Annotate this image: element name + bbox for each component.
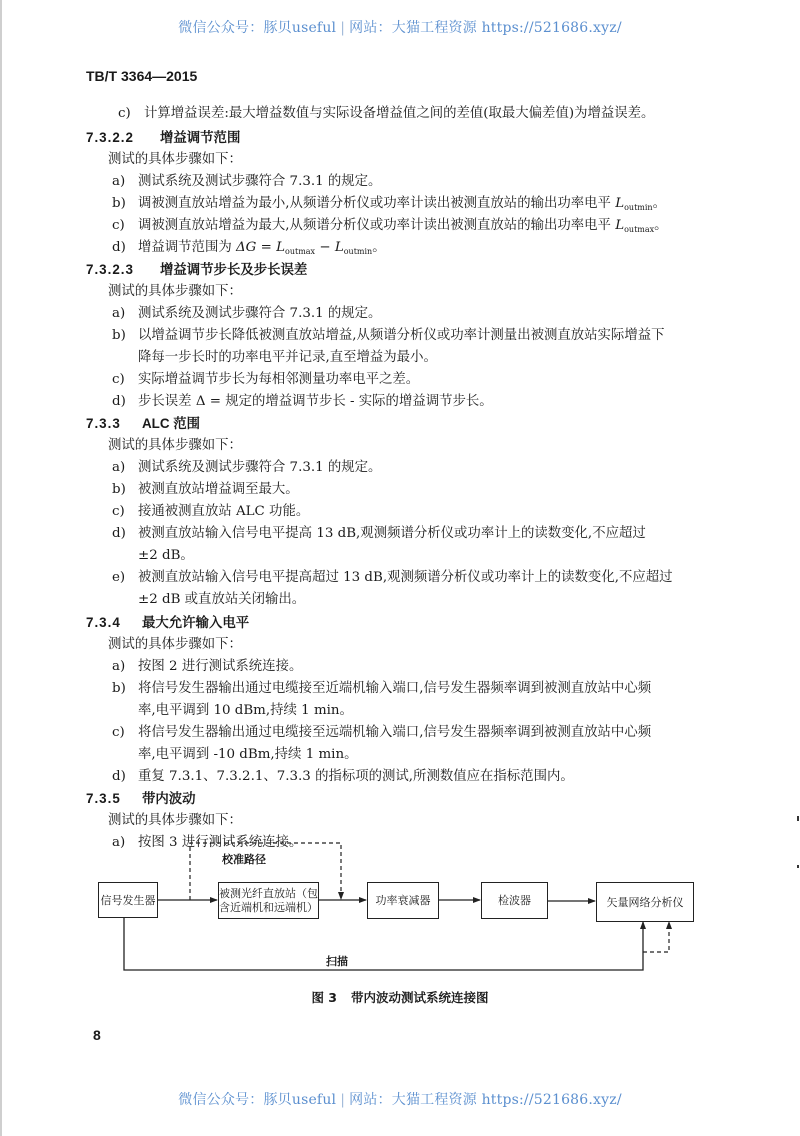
figure-caption: 图 3 带内波动测试系统连接图 [311,990,489,1005]
section-intro: 测试的具体步骤如下： [108,813,242,828]
watermark-wechat: 微信公众号：豚贝useful [178,1092,337,1108]
list-item: b) 以增益调节步长降低被测直放站增益,从频谱分析仪或功率计测量出被测直放站实际增益下 [112,328,665,343]
list-item: c) 将信号发生器输出通过电缆接至远端机输入端口,信号发生器频率调到被测直放站中心频 [112,725,652,740]
list-item-continuation: ±2 dB。 [138,548,194,563]
list-item: a) 按图 2 进行测试系统连接。 [112,659,303,674]
repeater-box: 被测光纤直放站（包 含近端机和远端机） [218,882,319,919]
section-heading-7-3-5: 7.3.5 带内波动 [86,791,196,806]
section-intro: 测试的具体步骤如下： [108,284,242,299]
list-item: c) 接通被测直放站 ALC 功能。 [112,504,310,519]
section-heading-7-3-4: 7.3.4 最大允许输入电平 [86,615,250,630]
watermark-top [0,17,800,37]
list-item: c) 计算增益误差:最大增益数值与实际设备增益值之间的差值(取最大偏差值)为增益误差。 [118,106,655,121]
edge-mark [797,816,799,821]
list-item: b) 被测直放站增益调至最大。 [112,482,299,497]
watermark-website[interactable]: 网站：大猫工程资源 https://521686.xyz/ [349,1092,622,1108]
calibration-path-label: 校准路径 [222,853,266,866]
list-item-continuation: 率,电平调到 10 dBm,持续 1 min。 [138,703,353,718]
list-item: a) 测试系统及测试步骤符合 7.3.1 的规定。 [112,460,382,475]
formula-delta-g: ΔG [236,240,257,255]
list-item: d) 增益调节范围为 $\Delta G = L_{outmax} - L_{outmin}$。 [112,240,386,256]
section-heading-7-3-3: 7.3.3 ALC 范围 [86,416,201,431]
list-item-continuation: 降每一步长时的功率电平并记录,直至增益为最小。 [138,350,437,365]
section-heading-7-3-2-3: 7.3.2.3 增益调节步长及步长误差 [86,262,308,277]
list-item: d) 被测直放站输入信号电平提高 13 dB,观测频谱分析仪或功率计上的读数变化,不应超过 [112,526,646,541]
list-item: d) 步长误差 Δ = 规定的增益调节步长 - 实际的增益调节步长。 [112,394,493,409]
list-item: a) 测试系统及测试步骤符合 7.3.1 的规定。 [112,306,382,321]
sweep-label: 扫描 [326,955,348,968]
watermark-bottom [0,1089,800,1109]
watermark-separator: | [340,20,346,36]
section-intro: 测试的具体步骤如下： [108,438,242,453]
section-heading-7-3-2-2: 7.3.2.2 增益调节范围 [86,130,241,145]
page-number: 8 [93,1027,101,1043]
list-item: a) 测试系统及测试步骤符合 7.3.1 的规定。 [112,174,382,189]
list-item-continuation: ±2 dB 或直放站关闭输出。 [138,592,306,607]
watermark-website[interactable]: 网站：大猫工程资源 https://521686.xyz/ [349,20,622,36]
list-item: c) 实际增益调节步长为每相邻测量功率电平之差。 [112,372,420,387]
watermark-separator: | [340,1092,346,1108]
list-item: c) 调被测直放站增益为最大,从频谱分析仪或功率计读出被测直放站的输出功率电平 $L_{outmax}$。 [112,218,668,234]
section-intro: 测试的具体步骤如下： [108,152,242,167]
list-item: a) 按图 3 进行测试系统连接。 [112,835,303,850]
page-edge [0,0,2,1136]
list-item: d) 重复 7.3.1、7.3.2.1、7.3.3 的指标项的测试,所测数值应在指标范围内。 [112,769,574,784]
power-attenuator-box: 功率衰减器 [367,882,439,919]
list-item: b) 调被测直放站增益为最小,从频谱分析仪或功率计读出被测直放站的输出功率电平 $L_{outmin}$。 [112,196,666,212]
section-intro: 测试的具体步骤如下： [108,637,242,652]
list-item-continuation: 率,电平调到 -10 dBm,持续 1 min。 [138,747,358,762]
standard-code: TB/T 3364—2015 [86,68,198,84]
list-item: e) 被测直放站输入信号电平提高超过 13 dB,观测频谱分析仪或功率计上的读数变化,不应超过 [112,570,673,585]
list-item: b) 将信号发生器输出通过电缆接至近端机输入端口,信号发生器频率调到被测直放站中心频 [112,681,652,696]
vector-network-analyzer-box: 矢量网络分析仪 [596,882,694,922]
detector-box: 检波器 [481,882,548,919]
signal-generator-box: 信号发生器 [98,882,158,918]
watermark-wechat: 微信公众号：豚贝useful [178,20,337,36]
edge-mark [797,865,799,868]
